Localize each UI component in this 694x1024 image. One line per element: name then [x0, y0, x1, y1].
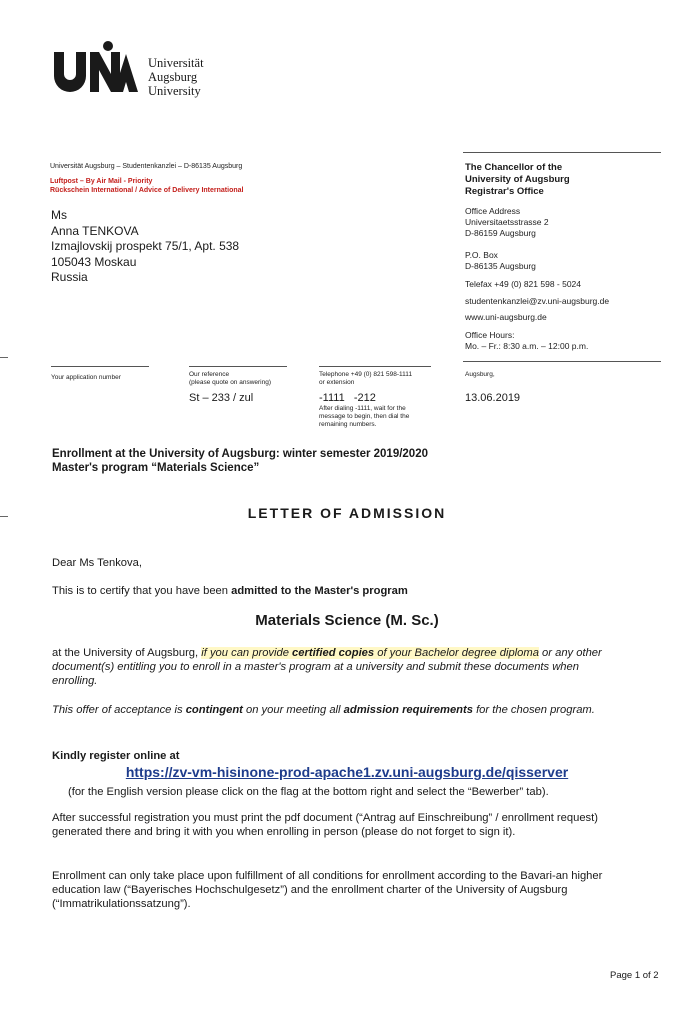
fold-mark: [0, 357, 8, 358]
office-pobox: [465, 250, 536, 272]
program-name: Materials Science (M. Sc.): [255, 612, 439, 629]
condition-italic: of your Bachelor degree diploma: [374, 647, 539, 659]
salutation: Dear Ms Tenkova,: [52, 557, 142, 569]
university-logo: [52, 40, 138, 96]
note-line: message to begin, then dial the: [319, 413, 410, 420]
chancellor-line: The Chancellor of the: [465, 162, 563, 173]
note-line: remaining numbers.: [319, 421, 377, 428]
office-line: D-86135 Augsburg: [465, 261, 536, 271]
divider: [463, 152, 661, 153]
office-telefax: Telefax +49 (0) 821 598 - 5024: [465, 279, 582, 289]
divider: [51, 366, 149, 367]
ref-label-line: Telephone +49 (0) 821 598-1111: [319, 371, 413, 378]
recipient-address: [51, 208, 239, 286]
subject: [52, 447, 428, 475]
office-web[interactable]: www.uni-augsburg.de: [465, 312, 547, 322]
divider: [463, 361, 661, 362]
office-line: Universitaetsstrasse 2: [465, 217, 549, 227]
ref-label-line: Our reference: [189, 371, 230, 378]
application-number-label: Your application number: [51, 374, 121, 381]
condition-text: at the University of Augsburg,: [52, 647, 202, 659]
airmail-line: Rückschein International / Advice of Delivery International: [50, 186, 244, 194]
subject-line: Enrollment at the University of Augsburg: winter semester 2019/2020: [52, 448, 428, 460]
logo-wordmark: [148, 56, 204, 98]
registration-link[interactable]: https://zv-vm-hisinone-prod-apache1.zv.uni-augsburg.de/qisserver: [125, 764, 569, 780]
condition-italic: if you can provide: [201, 647, 293, 659]
office-line: P.O. Box: [465, 250, 498, 260]
subject-line: Master's program “Materials Science”: [52, 462, 260, 474]
our-reference-value: St – 233 / zul: [189, 392, 254, 404]
certify-text: This is to certify that you have been: [52, 585, 232, 597]
certify-paragraph: [52, 584, 624, 598]
recipient-line: Russia: [51, 270, 88, 284]
letter-heading: LETTER OF ADMISSION: [247, 505, 447, 521]
logo-line: Universität: [148, 56, 204, 70]
telephone-label: [319, 371, 412, 387]
divider: [319, 366, 431, 367]
offer-bold: admission requirements: [343, 704, 473, 716]
office-address: [465, 206, 549, 239]
chancellor-block: [465, 162, 570, 198]
office-hours-label: Office Hours:: [465, 330, 515, 340]
ref-label-line: (please quote on answering): [189, 379, 272, 386]
office-line: Office Address: [465, 206, 521, 216]
letter-date: 13.06.2019: [465, 392, 521, 404]
after-registration-paragraph: After successful registration you must print the pdf document (“Antrag auf Einschreibung” / enrollment request) generated there and bring it with you when enrolling in person (please do not forget to sign it).: [52, 812, 598, 838]
ref-label-line: or extension: [319, 379, 355, 386]
certify-bold: admitted to the Master's program: [231, 585, 408, 597]
logo-line: Augsburg: [148, 70, 198, 84]
logo-line: University: [148, 84, 201, 98]
note-line: After dialing -1111, wait for the: [319, 405, 406, 412]
offer-text: on your meeting all: [242, 704, 344, 716]
telephone-note: [319, 405, 409, 429]
offer-text: This offer of acceptance is: [52, 704, 186, 716]
airmail-line: Luftpost – By Air Mail - Priority: [50, 178, 153, 185]
enrollment-conditions-paragraph: Enrollment can only take place upon fulfillment of all conditions for enrollment according to the Bavari-an higher education law (“Bayerisches Hochschulgesetz”) and the enrollment charter of the University of Augsburg (“Immatrikulationssatzung”).: [52, 870, 603, 910]
divider: [189, 366, 287, 367]
register-label: Kindly register online at: [52, 750, 180, 762]
office-email[interactable]: studentenkanzlei@zv.uni-augsburg.de: [465, 296, 610, 306]
english-note: (for the English version please click on the flag at the bottom right and select the “Bewerber” tab).: [68, 786, 549, 798]
recipient-line: Ms: [51, 208, 67, 222]
our-reference-label: [189, 371, 271, 387]
condition-bold: certified copies: [292, 647, 375, 659]
page-number: Page 1 of 2: [610, 970, 659, 981]
airmail-notice: [50, 178, 243, 195]
chancellor-line: University of Augsburg: [465, 174, 570, 185]
offer-bold: contingent: [185, 704, 243, 716]
sender-line: Universität Augsburg – Studentenkanzlei – D-86135 Augsburg: [50, 163, 243, 170]
condition-paragraph: [52, 646, 624, 688]
condition-rest: or any other document(s) entitling you to enroll in a master's program at a university and submit these documents when enrolling.: [52, 647, 602, 687]
office-hours-value: Mo. – Fr.: 8:30 a.m. – 12:00 p.m.: [465, 341, 589, 351]
recipient-line: Anna TENKOVA: [51, 223, 139, 238]
recipient-line: 105043 Moskau: [51, 254, 137, 269]
place-label: Augsburg,: [465, 371, 495, 378]
telephone-value: -1111 -212: [319, 392, 376, 404]
office-line: D-86159 Augsburg: [465, 228, 536, 238]
offer-text: for the chosen program.: [472, 704, 595, 716]
offer-paragraph: [52, 703, 624, 717]
chancellor-line: Registrar's Office: [465, 186, 544, 197]
office-hours: [465, 330, 588, 352]
recipient-line: Izmajlovskij prospekt 75/1, Apt. 538: [51, 239, 240, 253]
